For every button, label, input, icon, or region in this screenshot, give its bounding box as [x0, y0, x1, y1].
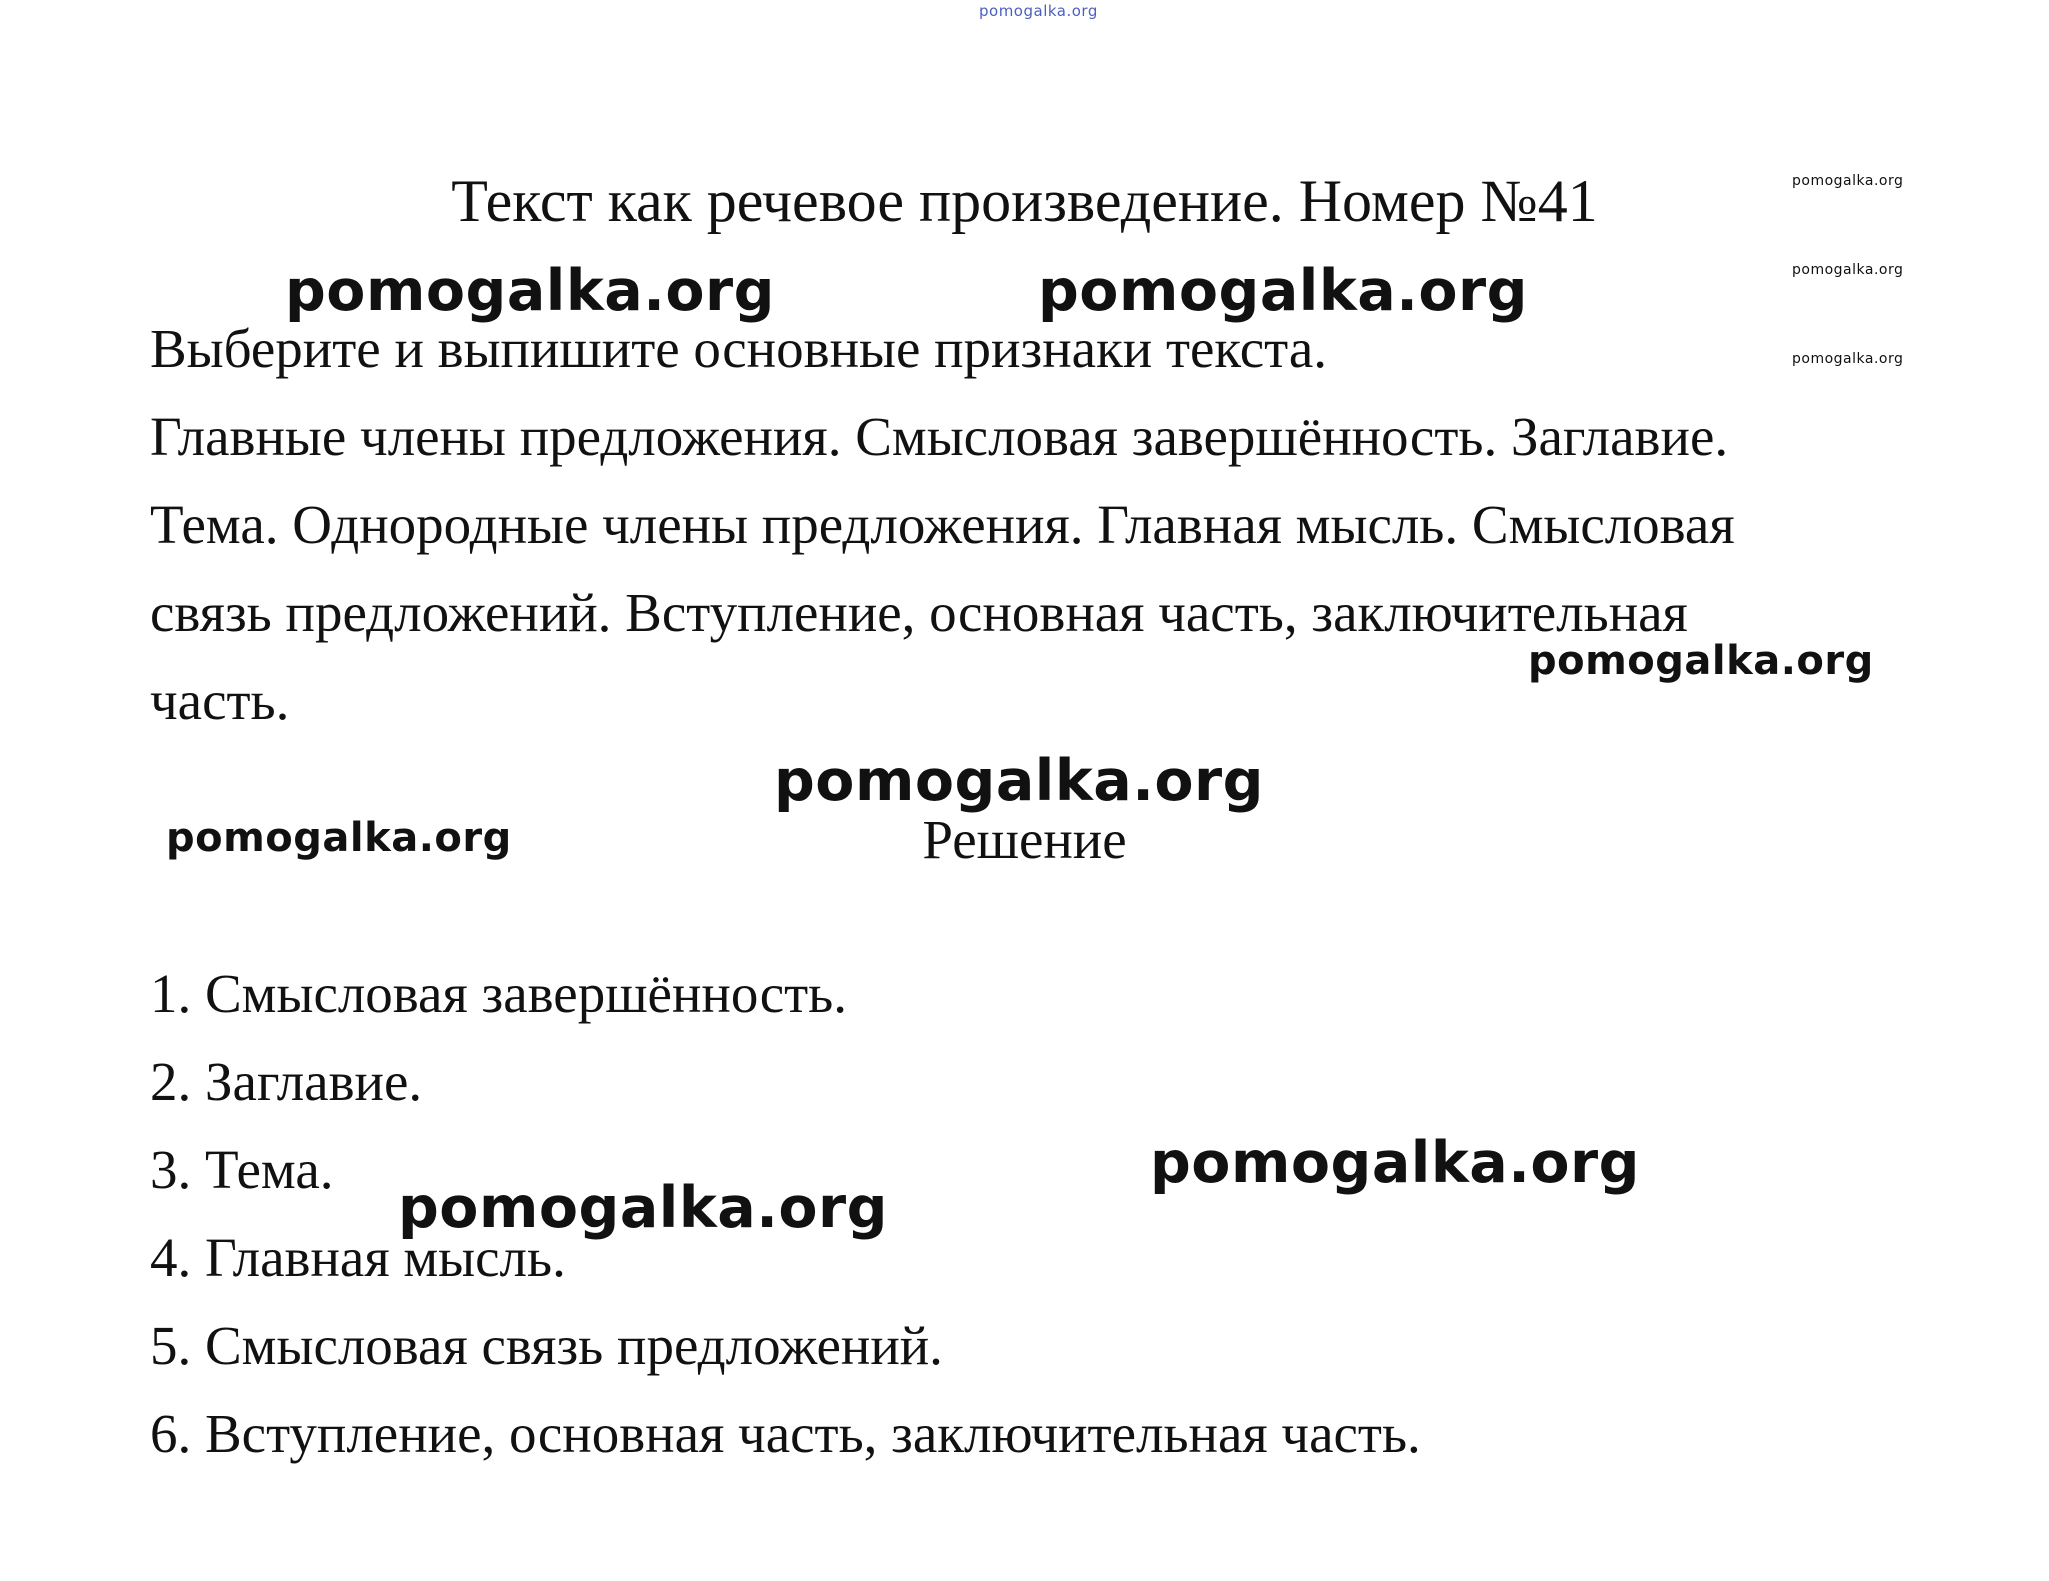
watermark-large: pomogalka.org: [1038, 258, 1528, 324]
answer-item: 4. Главная мысль.: [150, 1227, 566, 1288]
watermark-medium: pomogalka.org: [166, 815, 512, 861]
task-line: часть.: [150, 670, 290, 731]
watermark-top-link[interactable]: pomogalka.org: [979, 2, 1098, 20]
answer-item: 6. Вступление, основная часть, заключительная часть.: [150, 1403, 1421, 1464]
task-line: Главные члены предложения. Смысловая завершённость. Заглавие.: [150, 406, 1729, 467]
watermark-large: pomogalka.org: [285, 258, 775, 324]
watermark-large: pomogalka.org: [398, 1175, 888, 1241]
answer-item: 5. Смысловая связь предложений.: [150, 1315, 943, 1376]
watermark-large: pomogalka.org: [1150, 1130, 1640, 1196]
watermark-small: pomogalka.org: [1792, 262, 1904, 278]
watermark-small: pomogalka.org: [1792, 351, 1904, 367]
task-prompt: Выберите и выпишите основные признаки текста.: [150, 318, 1328, 379]
task-line: Тема. Однородные члены предложения. Главная мысль. Смысловая: [150, 494, 1735, 555]
solution-heading: Решение: [922, 809, 1127, 870]
watermark-medium: pomogalka.org: [1528, 638, 1874, 684]
watermark-small: pomogalka.org: [1792, 173, 1904, 189]
answer-item: 1. Смысловая завершённость.: [150, 963, 847, 1024]
page-title: Текст как речевое произведение. Номер №41: [451, 168, 1598, 234]
answer-item: 3. Тема.: [150, 1139, 334, 1200]
watermark-large: pomogalka.org: [774, 748, 1264, 814]
task-line: связь предложений. Вступление, основная часть, заключительная: [150, 582, 1688, 643]
answer-item: 2. Заглавие.: [150, 1051, 423, 1112]
